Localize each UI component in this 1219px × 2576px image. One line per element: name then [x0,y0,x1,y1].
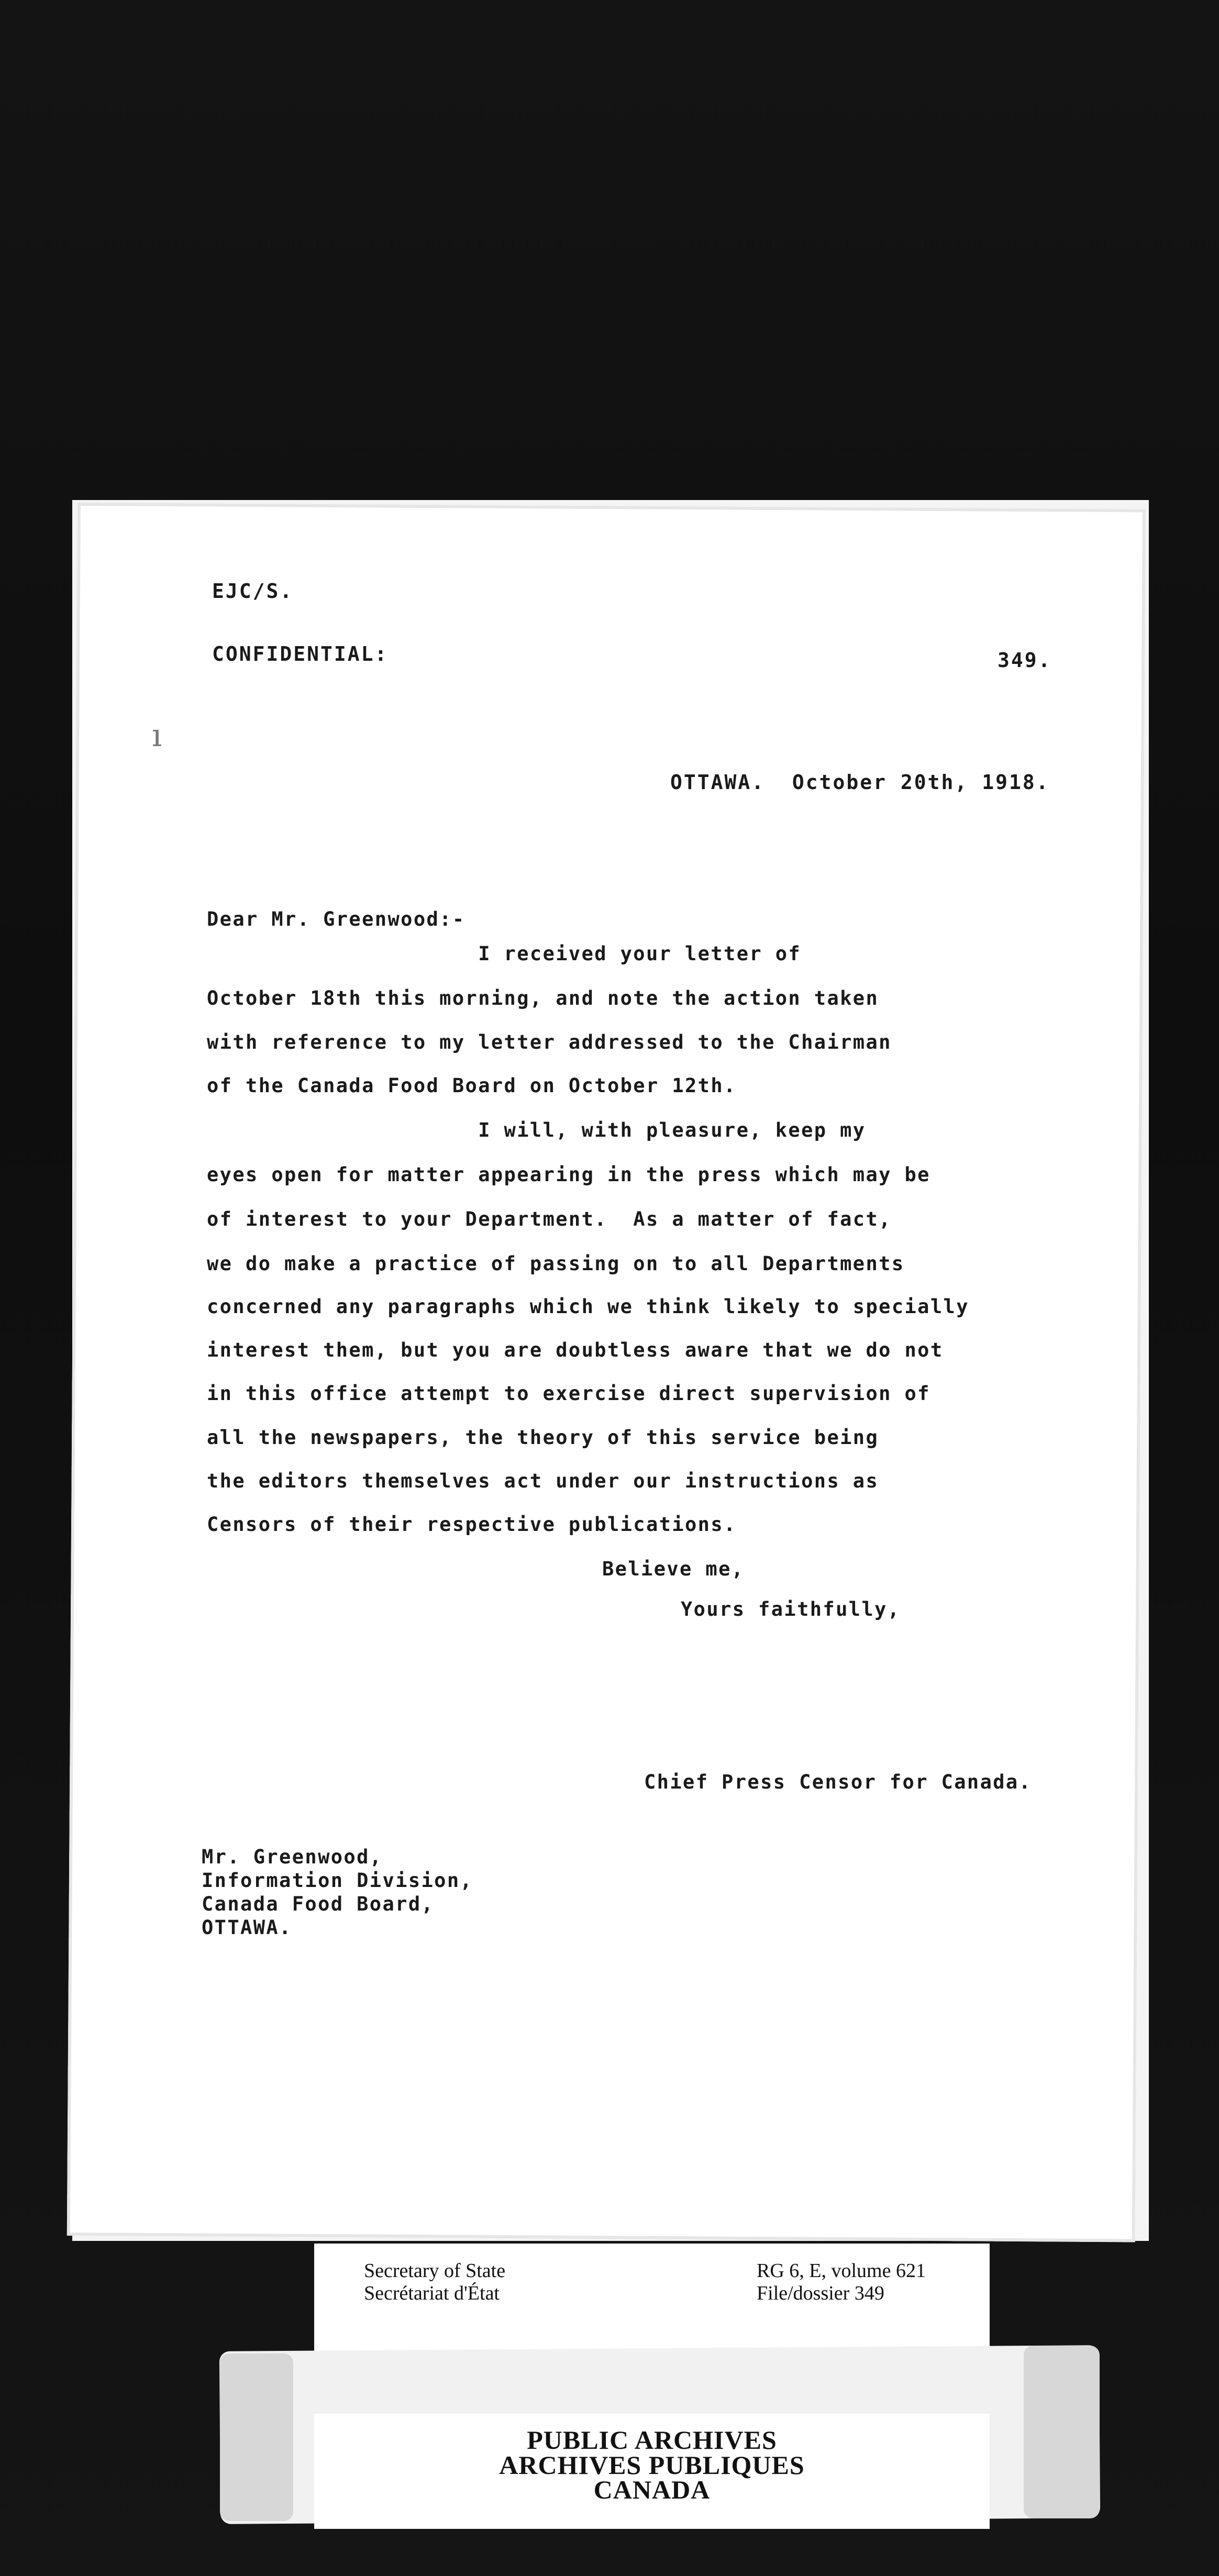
body-line: I will, with pleasure, keep my [207,1119,866,1141]
address-line: OTTAWA. [202,1916,292,1939]
body-line: eyes open for matter appearing in the press which may be [207,1163,930,1186]
fonds-name-english: Secretary of State [364,2260,506,2282]
body-line: the editors themselves act under our instructions as [207,1470,879,1492]
margin-mark: ı [152,717,162,754]
body-line: with reference to my letter addressed to the Chairman [207,1031,892,1053]
body-line: Censors of their respective publications. [207,1513,737,1536]
stamp-canada: CANADA [593,2475,711,2504]
confidential-heading: CONFIDENTIAL: [212,642,389,665]
reference-initials: EJC/S. [212,580,294,603]
stamp-band-right-edge [1024,2346,1100,2518]
body-line: all the newspapers, the theory of this service being [207,1426,879,1449]
record-group-reference: RG 6, E, volume 621 [757,2260,926,2282]
closing-believe-me: Believe me, [602,1558,745,1580]
letter-page [67,503,1146,2242]
stamp-archives-publiques: ARCHIVES PUBLIQUES [499,2450,805,2480]
fonds-name-french: Secrétariat d'État [364,2282,500,2304]
body-line: interest them, but you are doubtless aware that we do not [207,1339,944,1361]
file-reference: File/dossier 349 [757,2282,884,2304]
address-line: Information Division, [202,1869,473,1892]
body-line: I received your letter of [207,942,802,965]
place-and-date: OTTAWA. October 20th, 1918. [670,771,1050,794]
body-line: of interest to your Department. As a matter of fact, [207,1208,892,1230]
signature-title: Chief Press Censor for Canada. [644,1771,1032,1793]
address-line: Canada Food Board, [202,1893,435,1915]
body-line: we do make a practice of passing on to all Departments [207,1252,905,1275]
file-number: 349. [998,649,1052,672]
body-line: of the Canada Food Board on October 12th. [207,1074,737,1097]
body-line: concerned any paragraphs which we think likely to specially [207,1295,969,1318]
stamp-public-archives: PUBLIC ARCHIVES [527,2425,777,2455]
stamp-band-left-edge [220,2353,293,2521]
salutation: Dear Mr. Greenwood:- [207,908,466,930]
closing-yours-faithfully: Yours faithfully, [681,1598,901,1620]
address-line: Mr. Greenwood, [202,1846,383,1868]
body-line: October 18th this morning, and note the action taken [207,987,879,1009]
body-line: in this office attempt to exercise direct supervision of [207,1382,930,1405]
